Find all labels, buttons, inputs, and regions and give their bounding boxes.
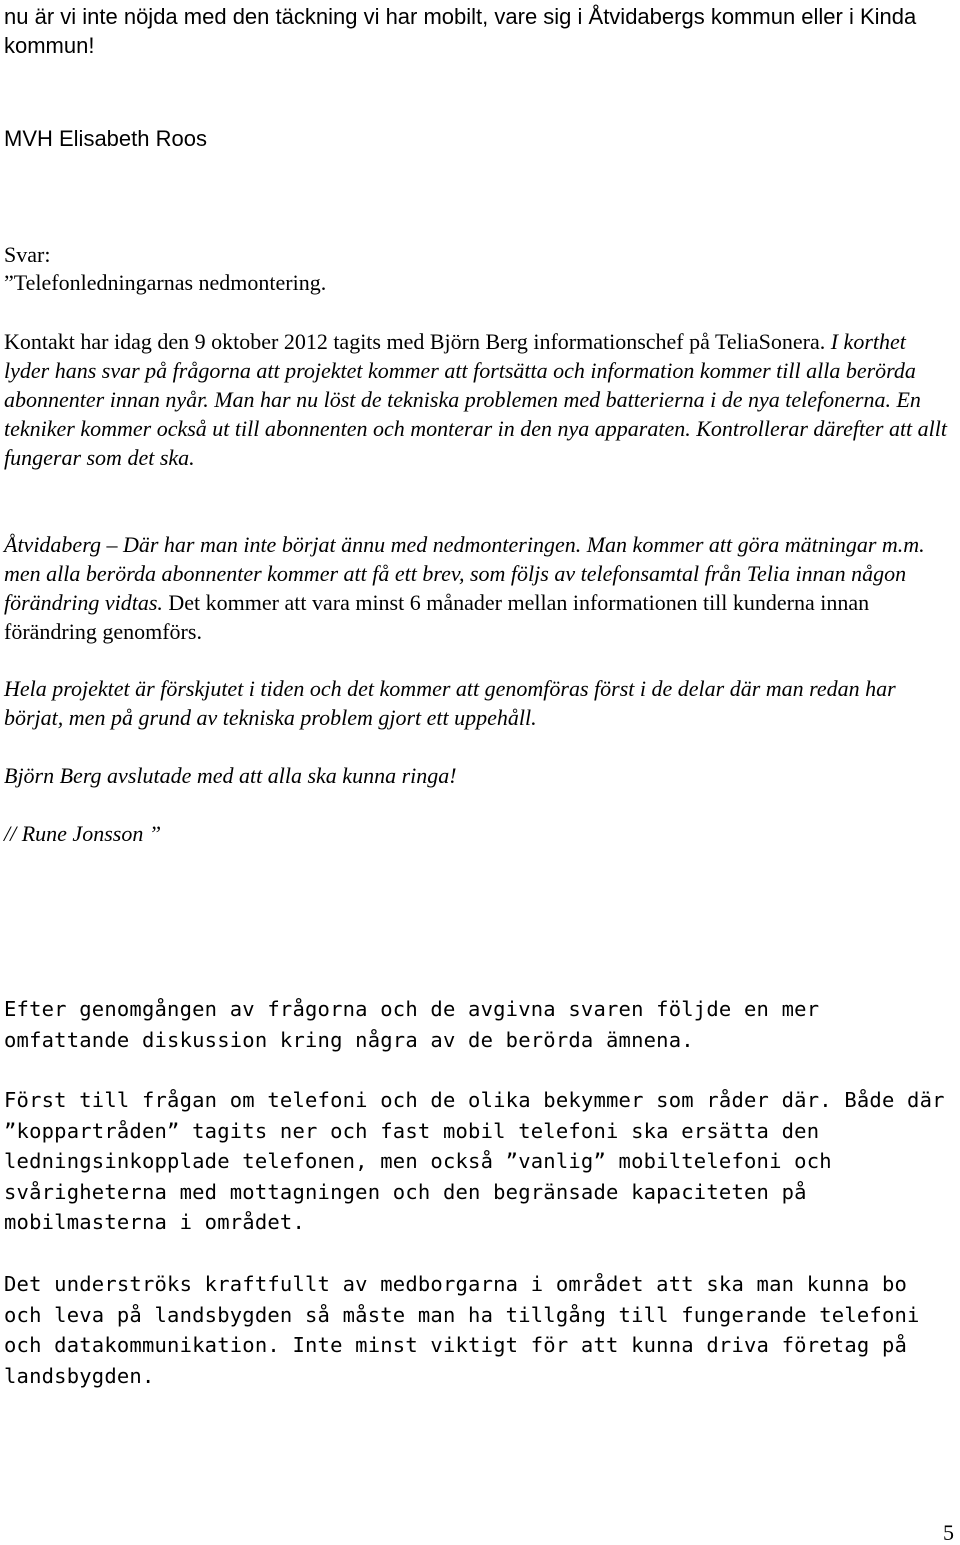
discussion-paragraph-1: Efter genomgången av frågorna och de avgivna svaren följde en mer omfattande diskussion kring några av de berörda ämnena. <box>4 997 820 1052</box>
answer-paragraph-2 <box>4 530 956 646</box>
letter-signature: MVH Elisabeth Roos <box>4 126 207 151</box>
page-number: 5 <box>943 1520 954 1545</box>
answer-paragraph-1-italic: I korthet lyder hans svar på frågorna att projektet kommer att fortsätta och information kommer till alla berörda abonnenter innan nyår. Man har nu löst de tekniska problemen med batterierna i de nya telefonerna. En tekniker kommer också ut till abonnenten och monterar in den nya apparaten. Kontrollerar därefter att allt fungerar som det ska. <box>4 329 948 470</box>
intro-paragraph: nu är vi inte nöjda med den täckning vi har mobilt, vare sig i Åtvidabergs kommun eller i Kinda kommun! <box>4 4 917 58</box>
discussion-paragraph-3: Det underströks kraftfullt av medborgarna i området att ska man kunna bo och leva på landsbygden så måste man ha tillgång till fungerande telefoni och datakommunikation. Inte minst viktigt för att kunna driva företag på landsbygden. <box>4 1272 920 1388</box>
answer-paragraph-3: Hela projektet är förskjutet i tiden och det kommer att genomföras först i de delar där man redan har börjat, men på grund av tekniska problem gjort ett uppehåll. <box>4 676 896 730</box>
answer-paragraph-1 <box>4 327 956 472</box>
answer-subject: ”Telefonledningarnas nedmontering. <box>4 270 327 295</box>
discussion-paragraph-2: Först till frågan om telefoni och de olika bekymmer som råder där. Både där ”koppartråden” tagits ner och fast mobil telefoni ska ersätta den ledningsinkopplade telefonen, men också ”vanlig” mobiltelefoni och svårigheterna med mottagningen och den begränsade kapaciteten på mobilmasterna i området. <box>4 1088 945 1234</box>
answer-paragraph-1-normal: Kontakt har idag den 9 oktober 2012 tagits med Björn Berg informationschef på TeliaSonera. <box>4 329 826 354</box>
answer-label: Svar: <box>4 242 51 267</box>
answer-paragraph-4: Björn Berg avslutade med att alla ska kunna ringa! <box>4 763 457 788</box>
answer-paragraph-2-italic: Åtvidaberg – Där har man inte börjat ännu med nedmonteringen. Man kommer att göra mätningar m.m. men alla berörda abonnenter kommer att få ett brev, som följs av telefonsamtal från Telia innan någon förändring vidtas. <box>4 532 925 615</box>
answer-paragraph-2-normal: Det kommer att vara minst 6 månader mellan informationen till kunderna innan förändring genomförs. <box>4 590 870 644</box>
answer-signature: // Rune Jonsson ” <box>4 821 162 846</box>
